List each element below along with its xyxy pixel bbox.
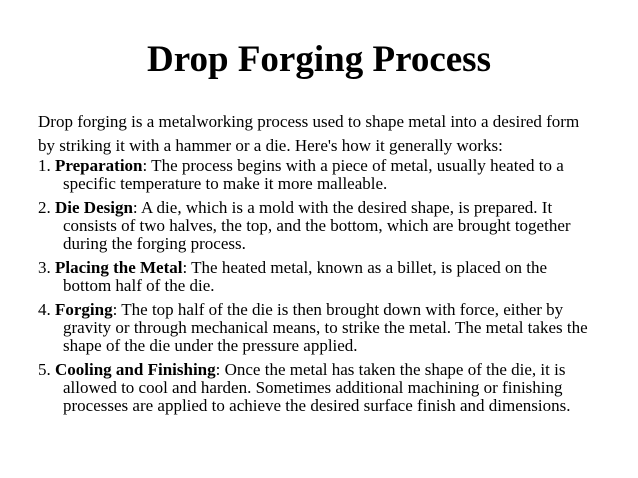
intro-paragraph: Drop forging is a metalworking process used to shape metal into a desired form by striking it with a hammer or a die. Here's how it generally works: [38,112,580,155]
step-number: 4. [38,300,51,319]
step-text: : The process begins with a piece of metal, usually heated to a specific temperature to make it more malleable. [63,156,564,193]
step-number: 2. [38,198,51,217]
step-term: Forging [55,300,113,319]
step-item-forging [38,301,598,355]
step-term: Placing the Metal [55,258,183,277]
step-term: Cooling and Finishing [55,360,216,379]
step-item-preparation [38,157,598,193]
step-text: : A die, which is a mold with the desired shape, is prepared. It consists of two halves, the top, and the bottom, which are brought together during the forging process. [63,198,571,253]
step-term: Die Design [55,198,133,217]
step-number: 5. [38,360,51,379]
step-term: Preparation [55,156,143,175]
slide-title: Drop Forging Process [147,39,491,80]
step-item-placing-the-metal [38,259,598,295]
step-number: 1. [38,156,51,175]
step-text: : Once the metal has taken the shape of the die, it is allowed to cool and harden. Sometimes additional machining or finishing processes are applied to achieve the desired surface finish and dimensions. [63,360,571,415]
step-text: : The top half of the die is then brought down with force, either by gravity or through mechanical means, to strike the metal. The metal takes the shape of the die under the pressure applied. [63,300,588,355]
step-item-die-design [38,199,598,253]
process-steps-list [38,157,598,421]
step-item-cooling-and-finishing [38,361,598,415]
step-text: : The heated metal, known as a billet, is placed on the bottom half of the die. [63,258,548,295]
step-number: 3. [38,258,51,277]
